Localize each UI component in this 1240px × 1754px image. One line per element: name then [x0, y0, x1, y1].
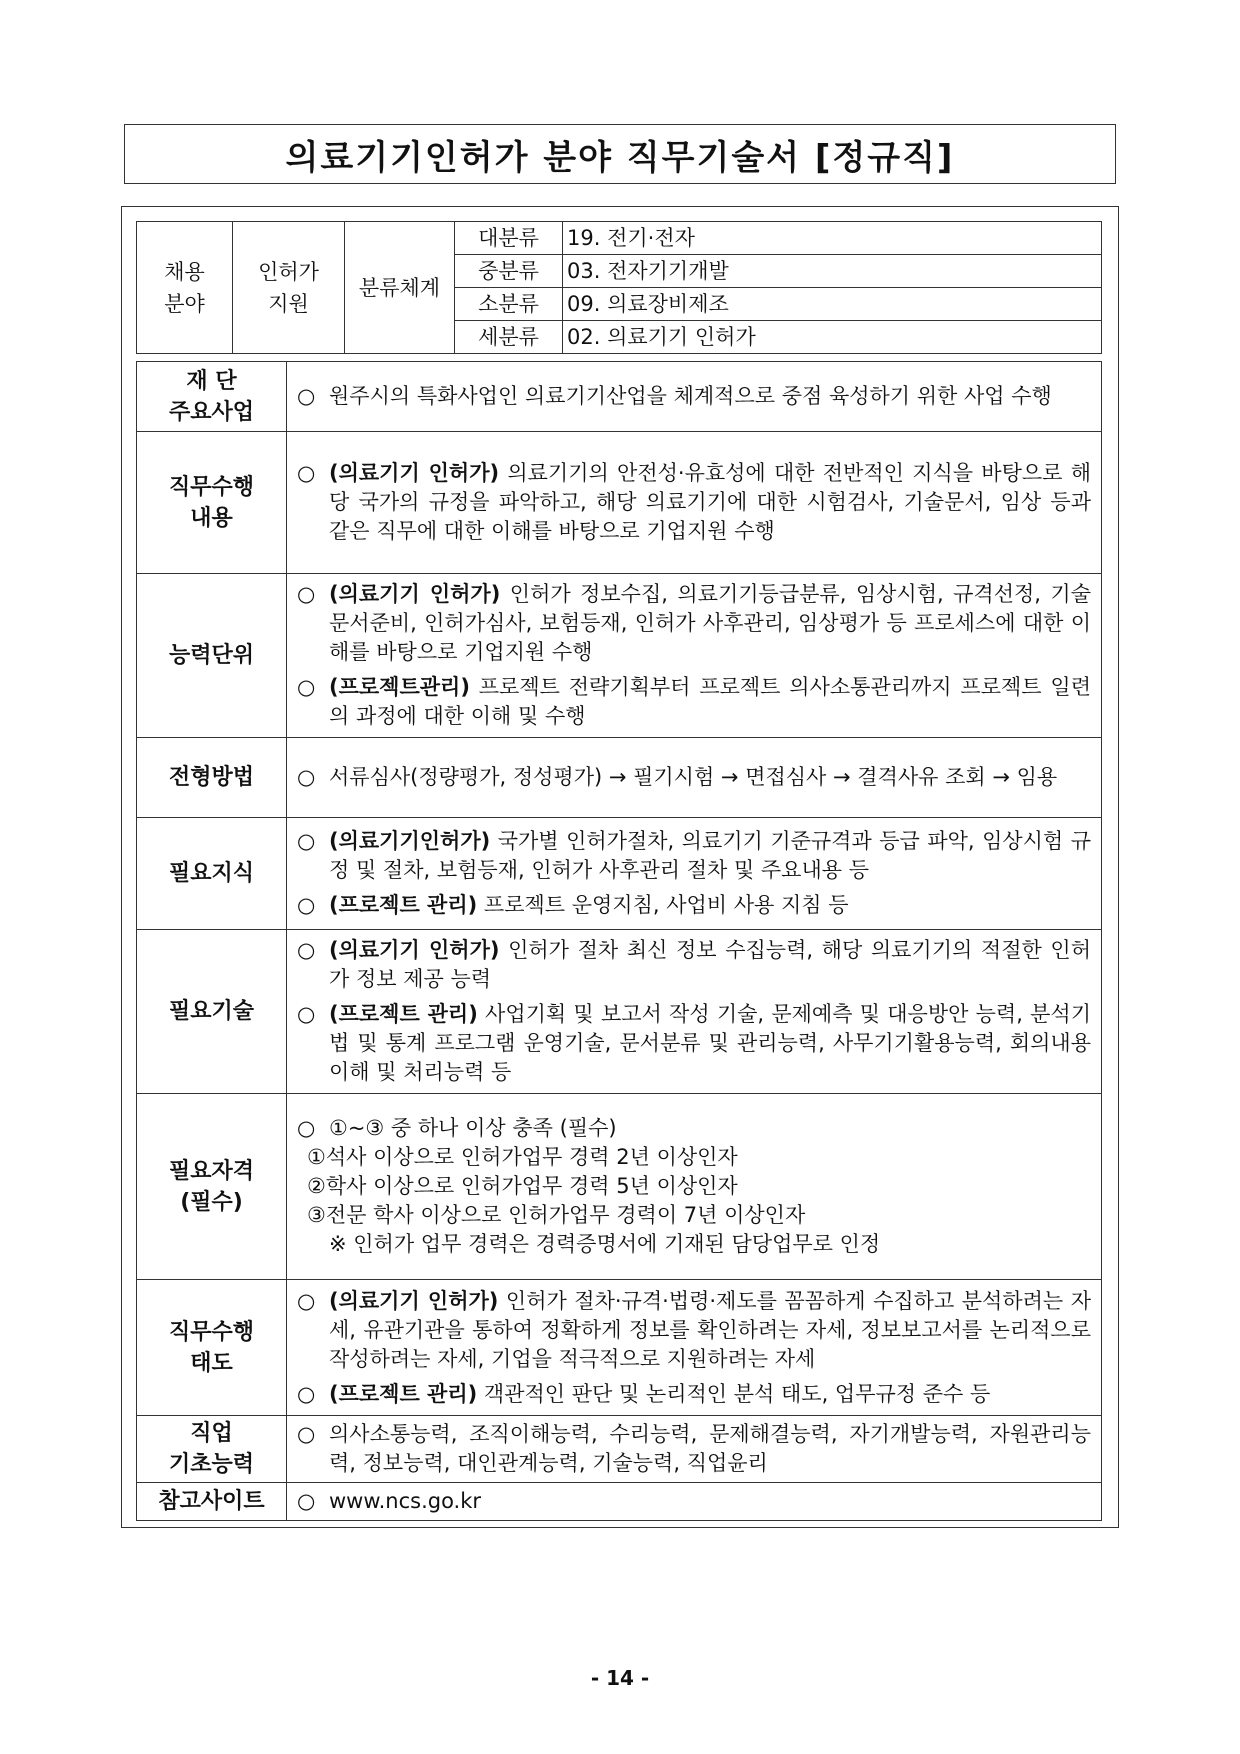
skills-label: 필요기술 [137, 930, 287, 1094]
class-value: 02. 의료기기 인허가 [563, 321, 1102, 354]
reference-link: www.ncs.go.kr [329, 1489, 482, 1513]
competency-content: ○ (의료기기 인허가) 인허가 정보수집, 의료기기등급분류, 임상시험, 규격선정, 기술문서준비, 인허가심사, 보험등재, 인허가 사후관리, 임상평가 등 프로세스에 대한 이해를 바탕으로 기업지원 수행 ○ (프로젝트관리) 프로젝트 전략기획부터 프로젝트 의사소통관리까지 프로젝트 일련의 과정에 대한 이해 및 수행 [287, 574, 1102, 738]
document-title: 의료기기인허가 분야 직무기술서 [정규직] [285, 137, 955, 178]
class-key: 세분류 [455, 321, 563, 354]
competency-label: 능력단위 [137, 574, 287, 738]
skills-content: ○ (의료기기 인허가) 인허가 절차 최신 정보 수집능력, 해당 의료기기의 적절한 인허가 정보 제공 능력 ○ (프로젝트 관리) 사업기획 및 보고서 작성 기술, 문제예측 및 대응방안 능력, 분석기법 및 통계 프로그램 운영기술, 문서분류 및 관리능력, 사무기기활용능력, 회의내용 이해 및 처리능력 등 [287, 930, 1102, 1094]
class-value: 19. 전기·전자 [563, 222, 1102, 255]
job-description-frame [121, 206, 1119, 1528]
class-key: 소분류 [455, 288, 563, 321]
document-title-box [124, 124, 1116, 184]
reference-label: 참고사이트 [137, 1483, 287, 1521]
basic-ability-label: 직업 기초능력 [137, 1416, 287, 1483]
duty-content: ○ (의료기기 인허가) 의료기기의 안전성·유효성에 대한 전반적인 지식을 바탕으로 해당 국가의 규정을 파악하고, 해당 의료기기에 대한 시험검사, 기술문서, 임상 등과 같은 직무에 대한 이해를 바탕으로 기업지원 수행 [287, 432, 1102, 574]
knowledge-label: 필요지식 [137, 818, 287, 930]
job-detail-table [136, 361, 1102, 1521]
qualification-line: ②학사 이상으로 인허가업무 경력 5년 이상인자 [307, 1174, 738, 1198]
class-value: 03. 전자기기개발 [563, 255, 1102, 288]
qualification-line: ③전문 학사 이상으로 인허가업무 경력이 7년 이상인자 [307, 1203, 806, 1227]
business-content: ○ 원주시의 특화사업인 의료기기산업을 체계적으로 중점 육성하기 위한 사업 수행 [287, 362, 1102, 432]
attitude-label: 직무수행 태도 [137, 1280, 287, 1416]
class-value: 09. 의료장비제조 [563, 288, 1102, 321]
basic-ability-content: ○ 의사소통능력, 조직이해능력, 수리능력, 문제해결능력, 자기개발능력, 자원관리능력, 정보능력, 대인관계능력, 기술능력, 직업윤리 [287, 1416, 1102, 1483]
recruit-field-label: 채용 분야 [137, 222, 233, 354]
selection-label: 전형방법 [137, 738, 287, 818]
qualification-content: ○ ①~③ 중 하나 이상 충족 (필수) ①석사 이상으로 인허가업무 경력 2년 이상인자 ②학사 이상으로 인허가업무 경력 5년 이상인자 ③전문 학사 이상으로 인허가업무 경력이 7년 이상인자 ※ 인허가 업무 경력은 경력증명서에 기재된 담당업무로 인정 [287, 1094, 1102, 1280]
page-number: - 14 - [590, 1666, 650, 1690]
class-key: 중분류 [455, 255, 563, 288]
selection-content: ○ 서류심사(정량평가, 정성평가) → 필기시험 → 면접심사 → 결격사유 조회 → 임용 [287, 738, 1102, 818]
qualification-line: ①석사 이상으로 인허가업무 경력 2년 이상인자 [307, 1145, 738, 1169]
classification-table [136, 221, 1102, 354]
class-key: 대분류 [455, 222, 563, 255]
attitude-content: ○ (의료기기 인허가) 인허가 절차·규격·법령·제도를 꼼꼼하게 수집하고 분석하려는 자세, 유관기관을 통하여 정확하게 정보를 확인하려는 자세, 정보보고서를 논리적으로 작성하려는 자세, 기업을 적극적으로 지원하려는 자세 ○ (프로젝트 관리) 객관적인 판단 및 논리적인 분석 태도, 업무규정 준수 등 [287, 1280, 1102, 1416]
reference-content: ○ www.ncs.go.kr [287, 1483, 1102, 1521]
knowledge-content: ○ (의료기기인허가) 국가별 인허가절차, 의료기기 기준규격과 등급 파악, 임상시험 규정 및 절차, 보험등재, 인허가 사후관리 절차 및 주요내용 등 ○ (프로젝트 관리) 프로젝트 운영지침, 사업비 사용 지침 등 [287, 818, 1102, 930]
qualification-note: ※ 인허가 업무 경력은 경력증명서에 기재된 담당업무로 인정 [329, 1232, 881, 1256]
classification-system-label: 분류체계 [345, 222, 455, 354]
business-label: 재 단 주요사업 [137, 362, 287, 432]
recruit-field-value: 인허가 지원 [233, 222, 345, 354]
duty-label: 직무수행 내용 [137, 432, 287, 574]
qualification-label: 필요자격 (필수) [137, 1094, 287, 1280]
